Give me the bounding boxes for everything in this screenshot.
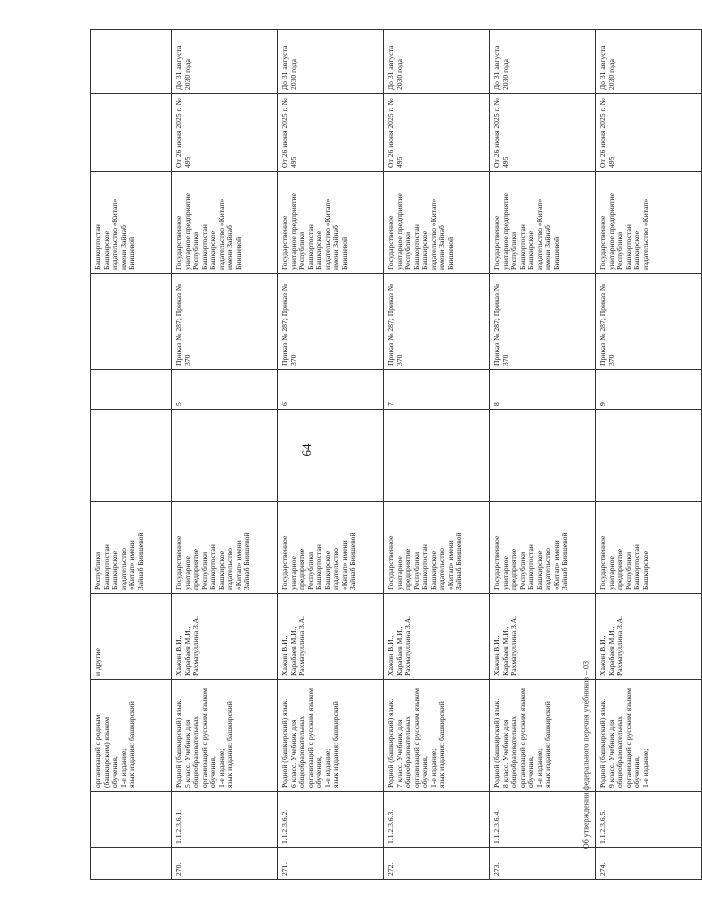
cell-line: Башкирское (314, 230, 323, 270)
orders-cell: Приказ № 287; Приказ № 370 (490, 274, 596, 370)
cell-line: 8 класс. Учебник для (500, 719, 510, 788)
cell-line: издательство «Китап» (322, 198, 332, 270)
cell-line: Государственное (386, 535, 395, 590)
publisher-cell (278, 502, 384, 594)
cell-line: Карабаев М.И., (606, 626, 616, 676)
cell-line: Государственное (492, 535, 501, 590)
cell-line: издательство «Китап» (216, 198, 226, 270)
cell-line: обучения, (526, 756, 535, 788)
cell-line: Башкортостан (93, 224, 102, 270)
cell-line: язык издания: башкирский (127, 701, 136, 788)
cell-line: 6 класс. Учебник для (288, 719, 298, 788)
cell-line: организаций с родным (93, 714, 102, 788)
cell-line: «Китап» имени (233, 540, 243, 590)
cell-line: имени Зайнаб (118, 225, 128, 270)
table-row (490, 30, 596, 880)
cell-line: Рахматуллина З.А. (191, 615, 200, 676)
sequence-cell: 5 (172, 370, 278, 410)
cell-line: Башкирское (216, 550, 226, 590)
cell-line: организаций с русским языком (411, 688, 421, 788)
cell-line: Башкортостан (623, 224, 633, 270)
authors-cell (490, 594, 596, 680)
row-number-cell: 271. (278, 848, 384, 880)
date-cell: От 26 июня 2025 г. № 495 (278, 94, 384, 172)
cell-line: Карабаев М.И., (394, 626, 404, 676)
authors-cell (172, 594, 278, 680)
cell-line: унитарное предприятие (288, 193, 298, 270)
code-cell (91, 792, 172, 848)
cell-line: «Китап» имени (339, 540, 349, 590)
cell-line: Башкирское (101, 230, 111, 270)
cell-line: унитарное предприятие (394, 193, 404, 270)
cell-line: Башкортостан (632, 544, 641, 590)
cell-line: Государственное (598, 215, 607, 270)
cell-line: общеобразовательных (509, 715, 518, 788)
cell-line: Башкортостан (314, 544, 323, 590)
cell-line: Государственное (174, 535, 183, 590)
cell-line: имени Зайнаб (225, 225, 234, 270)
cell-line: Зайнаб Биишевой (135, 532, 145, 590)
cell-line: Зайнаб Биишевой (348, 532, 357, 590)
code-cell: 1.1.2.3.6.1. (172, 792, 278, 848)
cell-line: Республики (305, 551, 315, 590)
cell-line: Башкортостан (526, 544, 535, 590)
row-number-cell (91, 848, 172, 880)
deadline-cell (91, 30, 172, 94)
cell-line: Рахматуллина З.А. (403, 615, 412, 676)
cell-line: издательство «Китап» (534, 198, 544, 270)
cell-line: Государственное (598, 535, 607, 590)
cell-line: Родной (башкирский) язык. (280, 698, 289, 788)
cell-line: Зайнаб Биишевой (560, 532, 569, 590)
cell-line: организаций с русским языком (623, 688, 633, 788)
date-cell: От 26 июня 2025 г. № 495 (172, 94, 278, 172)
deadline-cell: До 31 августа 2030 года (278, 30, 384, 94)
sequence-cell (91, 370, 172, 410)
orders-cell: Приказ № 287; Приказ № 370 (278, 274, 384, 370)
row-number-cell: 272. (384, 848, 490, 880)
table-body (91, 30, 702, 880)
row-number-cell: 273. (490, 848, 596, 880)
authors-cell (384, 594, 490, 680)
cell-line: 7 класс. Учебник для (394, 719, 404, 788)
cell-line: Башкирское (208, 230, 217, 270)
cell-line: унитарное (394, 556, 404, 590)
cell-line: 5 класс. Учебник для (182, 719, 192, 788)
organization-cell (91, 172, 172, 274)
orders-cell (91, 274, 172, 370)
cell-line: Хажин В.И., (492, 635, 501, 676)
cell-line: язык издания: башкирский (437, 701, 446, 788)
cell-line: Башкирское (420, 230, 429, 270)
cell-line: Карабаев М.И., (500, 626, 510, 676)
cell-line: Рахматуллина З.А. (297, 615, 306, 676)
cell-line: Карабаев М.И., (182, 626, 192, 676)
cell-line: издательство «Китап» (640, 198, 650, 270)
sequence-cell: 8 (490, 370, 596, 410)
cell-line: Хажин В.И., (386, 635, 395, 676)
cell-line: Биишевой (551, 236, 561, 270)
cell-line: Хажин В.И., (280, 635, 289, 676)
cell-line: издательство (225, 548, 234, 590)
cell-line: издательство (118, 548, 128, 590)
code-cell: 1.1.2.3.6.5. (596, 792, 702, 848)
cell-line: Республики (509, 231, 518, 270)
cell-line: «Китап» имени (127, 540, 136, 590)
cell-line: Башкортостан (517, 224, 527, 270)
cell-line: 1-е издание; (428, 748, 438, 788)
extra-cell (596, 410, 702, 502)
organization-cell (172, 172, 278, 274)
cell-line: обучения, (420, 756, 429, 788)
extra-cell (172, 410, 278, 502)
cell-line: предприятие (615, 548, 624, 590)
cell-line: издательство (543, 548, 552, 590)
publisher-cell (490, 502, 596, 594)
cell-line: обучения, (208, 756, 217, 788)
cell-line: 1-е издание; (322, 748, 332, 788)
publisher-cell (91, 502, 172, 594)
cell-line: Государственное (492, 215, 501, 270)
organization-cell (596, 172, 702, 274)
publisher-cell (172, 502, 278, 594)
cell-line: общеобразовательных (615, 715, 624, 788)
row-number-cell: 270. (172, 848, 278, 880)
cell-line: издательство «Китап» (110, 198, 119, 270)
cell-line: Биишевой (127, 236, 136, 270)
cell-line: общеобразовательных (297, 715, 306, 788)
sequence-cell: 9 (596, 370, 702, 410)
publisher-cell (384, 502, 490, 594)
cell-line: Республики (191, 231, 200, 270)
extra-cell (490, 410, 596, 502)
deadline-cell: До 31 августа 2030 года (384, 30, 490, 94)
cell-line: Башкирское (322, 550, 332, 590)
cell-line: «Китап» имени (445, 540, 455, 590)
cell-line: 1-е издание; (118, 748, 128, 788)
cell-line: унитарное (182, 556, 192, 590)
date-cell: От 26 июня 2025 г. № 495 (490, 94, 596, 172)
cell-line: Республики (403, 231, 412, 270)
cell-line: Республики (93, 551, 102, 590)
code-cell: 1.1.2.3.6.3. (384, 792, 490, 848)
cell-line: обучения, (110, 756, 119, 788)
row-number-cell: 274. (596, 848, 702, 880)
title-cell (384, 680, 490, 792)
cell-line: Республики (615, 231, 624, 270)
cell-line: организаций с русским языком (305, 688, 315, 788)
cell-line: унитарное (500, 556, 510, 590)
cell-line: Государственное (280, 215, 289, 270)
cell-line: имени Зайнаб (331, 225, 340, 270)
cell-line: Башкортостан (101, 544, 111, 590)
cell-line: обучения, (632, 756, 641, 788)
cell-line: Родной (башкирский) язык. (174, 698, 183, 788)
cell-line: Рахматуллина З.А. (509, 615, 518, 676)
authors-cell (596, 594, 702, 680)
cell-line: и другие (93, 648, 102, 676)
cell-line: предприятие (403, 548, 412, 590)
cell-line: Башкирское (534, 550, 544, 590)
cell-line: 1-е издание; (640, 748, 650, 788)
cell-line: обучения, (314, 756, 323, 788)
cell-line: 1-е издание; (216, 748, 226, 788)
cell-line: Хажин В.И., (174, 635, 183, 676)
deadline-cell: До 31 августа 2030 года (596, 30, 702, 94)
cell-line: унитарное (288, 556, 298, 590)
cell-line: издательство (331, 548, 340, 590)
cell-line: язык издания: башкирский (225, 701, 234, 788)
cell-line: Башкирское (632, 230, 641, 270)
cell-line: 9 класс. Учебник для (606, 719, 616, 788)
orders-cell: Приказ № 287; Приказ № 370 (384, 274, 490, 370)
cell-line: Государственное (174, 215, 183, 270)
cell-line: предприятие (191, 548, 200, 590)
publisher-cell (596, 502, 702, 594)
extra-cell (91, 410, 172, 502)
extra-cell (278, 410, 384, 502)
cell-line: «Китап» имени (551, 540, 561, 590)
table-row (384, 30, 490, 880)
organization-cell (278, 172, 384, 274)
cell-line: Республики (411, 551, 421, 590)
cell-line: Зайнаб Биишевой (242, 532, 251, 590)
code-cell: 1.1.2.3.6.4. (490, 792, 596, 848)
authors-cell (91, 594, 172, 680)
date-cell: От 26 июня 2025 г. № 495 (596, 94, 702, 172)
cell-line: Карабаев М.И., (288, 626, 298, 676)
orders-cell: Приказ № 287; Приказ № 370 (596, 274, 702, 370)
cell-line: предприятие (297, 548, 306, 590)
cell-line: унитарное предприятие (500, 193, 510, 270)
cell-line: издательство (437, 548, 446, 590)
cell-line: Биишевой (233, 236, 243, 270)
cell-line: Башкортостан (420, 544, 429, 590)
date-cell: От 26 июня 2025 г. № 495 (384, 94, 490, 172)
cell-line: Государственное (280, 535, 289, 590)
cell-line: Башкирское (640, 550, 650, 590)
table-row (596, 30, 702, 880)
cell-line: Башкортостан (305, 224, 315, 270)
orders-cell: Приказ № 287; Приказ № 370 (172, 274, 278, 370)
cell-line: Зайнаб Биишевой (454, 532, 463, 590)
cell-line: 1-е издание; (534, 748, 544, 788)
title-cell (172, 680, 278, 792)
cell-line: язык издания: башкирский (543, 701, 552, 788)
sequence-cell: 7 (384, 370, 490, 410)
cell-line: общеобразовательных (403, 715, 412, 788)
cell-line: унитарное (606, 556, 616, 590)
cell-line: язык издания: башкирский (331, 701, 340, 788)
cell-line: Башкортостан (411, 224, 421, 270)
cell-line: Родной (башкирский) язык. (598, 698, 607, 788)
cell-line: Республики (623, 551, 633, 590)
textbook-table (90, 29, 702, 880)
cell-line: Башкортостан (199, 224, 209, 270)
cell-line: организаций с русским языком (199, 688, 209, 788)
page-number: 64 (299, 443, 314, 457)
cell-line: организаций с русским языком (517, 688, 527, 788)
table-row (91, 30, 172, 880)
deadline-cell: До 31 августа 2030 года (172, 30, 278, 94)
cell-line: Республики (199, 551, 209, 590)
cell-line: Хажин В.И., (598, 635, 607, 676)
cell-line: Республики (297, 231, 306, 270)
cell-line: общеобразовательных (191, 715, 200, 788)
cell-line: Государственное (386, 215, 395, 270)
cell-line: (башкирским) языком (101, 717, 111, 788)
date-cell (91, 94, 172, 172)
cell-line: Рахматуллина З.А. (615, 615, 624, 676)
cell-line: имени Зайнаб (437, 225, 446, 270)
organization-cell (384, 172, 490, 274)
title-cell (490, 680, 596, 792)
organization-cell (490, 172, 596, 274)
title-cell (91, 680, 172, 792)
cell-line: Родной (башкирский) язык. (386, 698, 395, 788)
title-cell (278, 680, 384, 792)
authors-cell (278, 594, 384, 680)
deadline-cell: До 31 августа 2030 года (490, 30, 596, 94)
extra-cell (384, 410, 490, 502)
sequence-cell: 6 (278, 370, 384, 410)
cell-line: Башкортостан (208, 544, 217, 590)
cell-line: Республики (517, 551, 527, 590)
title-cell (596, 680, 702, 792)
footer-note: Об утверждении федерального перечня учебников – 03 (581, 660, 591, 850)
cell-line: унитарное предприятие (606, 193, 616, 270)
cell-line: Родной (башкирский) язык. (492, 698, 501, 788)
cell-line: унитарное предприятие (182, 193, 192, 270)
cell-line: Башкирское (110, 550, 119, 590)
cell-line: Биишевой (445, 236, 455, 270)
code-cell: 1.1.2.3.6.2. (278, 792, 384, 848)
cell-line: Биишевой (339, 236, 349, 270)
cell-line: издательство «Китап» (428, 198, 438, 270)
cell-line: имени Зайнаб (543, 225, 552, 270)
cell-line: предприятие (509, 548, 518, 590)
cell-line: Башкирское (428, 550, 438, 590)
cell-line: Башкирское (526, 230, 535, 270)
table-row (172, 30, 278, 880)
table-row (278, 30, 384, 880)
